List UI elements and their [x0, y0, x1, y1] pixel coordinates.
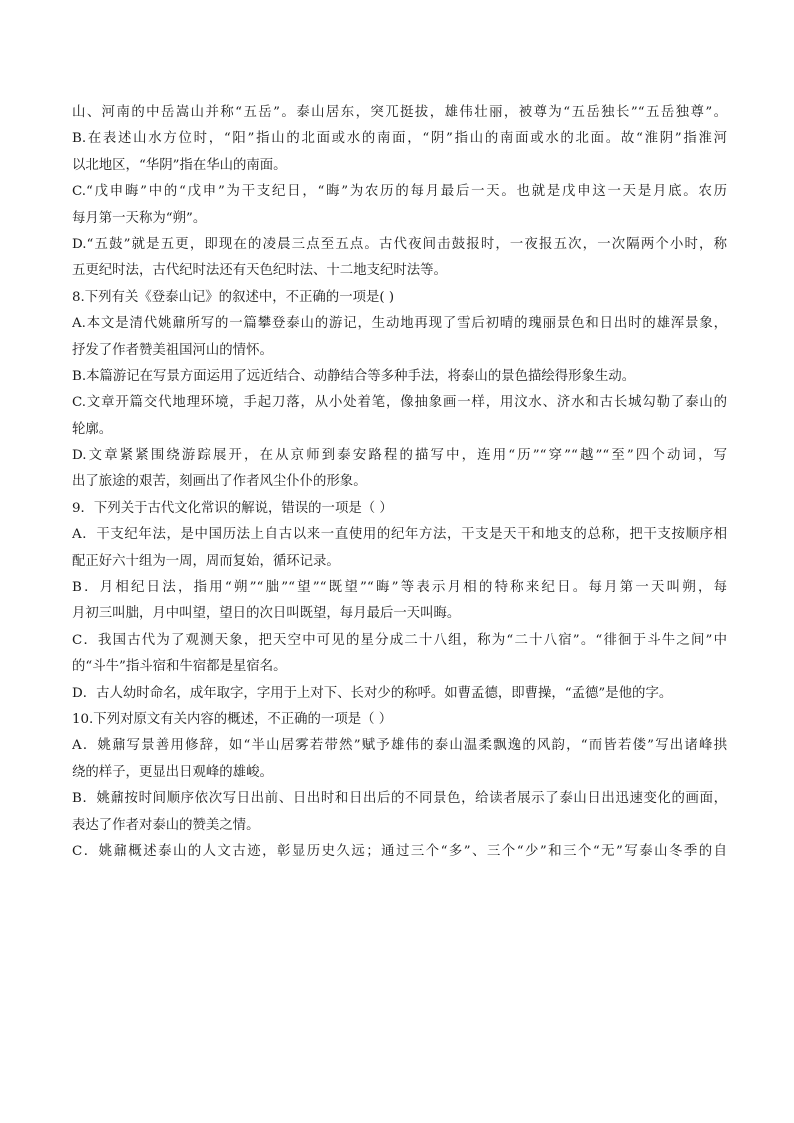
text-line: 月初三叫朏，月中叫望，望日的次日叫既望，每月最后一天叫晦。: [72, 606, 461, 622]
text-line: 以北地区，“华阴”指在华山的南面。: [72, 157, 287, 173]
option-c-line: C.文章开篇交代地理环境，手起刀落，从小处着笔，像抽象画一样，用汶水、济水和古长城勾勒了泰山的: [72, 395, 727, 411]
option-c-line: C．我国古代为了观测天象，把天空中可见的星分成二十八组，称为“二十八宿”。“徘徊于斗牛之间”中: [72, 632, 727, 648]
option-b-line: B.本篇游记在写景方面运用了远近结合、动静结合等多种手法，将泰山的景色描绘得形象生动。: [72, 368, 636, 384]
option-a-line: A.本文是清代姚鼐所写的一篇攀登泰山的游记，生动地再现了雪后初晴的瑰丽景色和日出时的雄浑景象，: [72, 316, 727, 332]
text-line: 表达了作者对泰山的赞美之情。: [72, 817, 260, 833]
text-line: 五更纪时法，古代纪时法还有天色纪时法、十二地支纪时法等。: [72, 263, 447, 279]
question-10-title: 10.下列对原文有关内容的概述，不正确的一项是（ ）: [72, 711, 393, 727]
option-a-line: A．姚鼐写景善用修辞，如“半山居雾若带然”赋予雄伟的泰山温柔飘逸的风韵，“而皆若偻”写出诸峰拱: [72, 738, 727, 754]
question-9-title: 9．下列关于古代文化常识的解说，错误的一项是（ ）: [72, 500, 393, 516]
option-d-line: D.文章紧紧围绕游踪展开，在从京师到泰安路程的描写中，连用“历”“穿”“越”“至”四个动词，写: [72, 448, 727, 464]
text-line: 的“斗牛”指斗宿和牛宿都是星宿名。: [72, 659, 287, 675]
option-b-line: B．姚鼐按时间顺序依次写日出前、日出时和日出后的不同景色，给读者展示了泰山日出迅速变化的画面，: [72, 791, 727, 807]
option-d-line: D.“五鼓”就是五更，即现在的凌晨三点至五点。古代夜间击鼓报时，一夜报五次，一次隔两个小时，称: [72, 236, 727, 252]
option-c-line: C．姚鼐概述泰山的人文古迹，彰显历史久远；通过三个“多”、三个“少”和三个“无”写泰山冬季的自: [72, 843, 727, 859]
text-line: 每月第一天称为“朔”。: [72, 210, 207, 226]
option-c-line: C.“戊申晦”中的“戊申”为干支纪日，“晦”为农历的每月最后一天。也就是戊申这一天是月底。农历: [72, 184, 727, 200]
option-d-line: D．古人幼时命名，成年取字，字用于上对下、长对少的称呼。如曹孟德，即曹操，“孟德”是他的字。: [72, 685, 673, 701]
question-8-title: 8.下列有关《登泰山记》的叙述中，不正确的一项是( ): [72, 289, 395, 305]
text-line: 绕的样子，更显出日观峰的雄峻。: [72, 764, 273, 780]
text-line: 轮廓。: [72, 421, 113, 437]
text-line: 抒发了作者赞美祖国河山的情怀。: [72, 342, 273, 358]
text-line: 山、河南的中岳嵩山并称“五岳”。泰山居东，突兀挺拔，雄伟壮丽，被尊为“五岳独长”“五岳独尊”。: [72, 105, 727, 120]
text-line: 配正好六十组为一周，周而复始，循环记录。: [72, 553, 340, 569]
document-body: [72, 100, 727, 865]
option-a-line: A．干支纪年法，是中国历法上自古以来一直使用的纪年方法，干支是天干和地支的总称，把干支按顺序相: [72, 527, 727, 543]
option-b-line: B．月相纪日法，指用“朔”“朏”“望”“既望”“晦”等表示月相的特称来纪日。每月第一天叫朔，每: [72, 580, 727, 596]
text-line: 出了旅途的艰苦，刻画出了作者风尘仆仆的形象。: [72, 474, 367, 490]
option-b-line: B.在表述山水方位时，“阳”指山的北面或水的南面，“阴”指山的南面或水的北面。故“淮阴”指淮河: [72, 131, 727, 147]
